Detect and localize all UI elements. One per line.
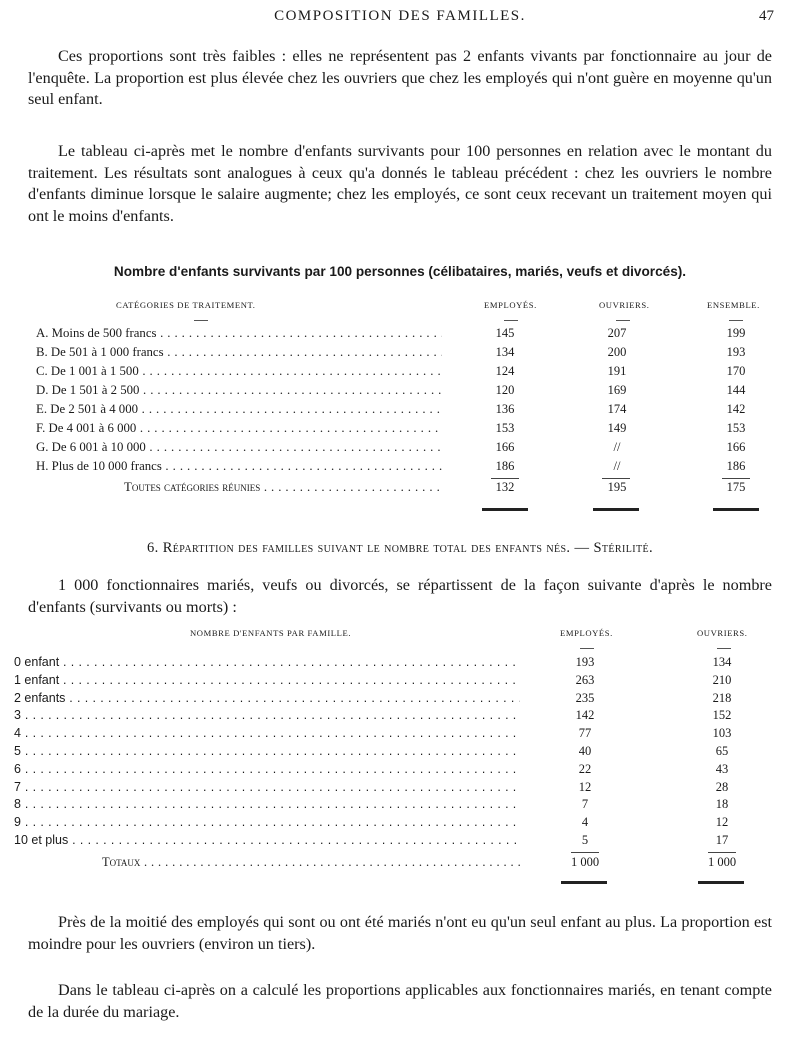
running-header [0,6,800,30]
table1-cell-ensemble: 142 [726,402,746,416]
table1-row [36,459,776,477]
table2-total-row [14,855,776,873]
running-title: COMPOSITION DES FAMILLES. [274,8,526,24]
table1-row-label: A. Moins de 500 francs . . . [36,326,442,341]
table2-row-label: 6 . . . [14,762,520,776]
table1-row [36,402,776,420]
section-6-heading [0,540,800,557]
table1-cell-ouvriers: 200 [607,345,627,359]
section-number: 6. [146,540,159,556]
table2-cell-ouvriers: 65 [715,744,729,758]
table2-cell-ouvriers: 17 [715,833,729,847]
table1-cell-employes: 153 [495,421,515,435]
table2-cell-ouvriers: 210 [712,672,732,687]
table2-cell-ouvriers: 43 [715,761,729,776]
table2-row [14,797,776,815]
section-subtitle: Stérilité. [593,540,653,556]
table2-row [14,815,776,833]
table2-row-label: 10 et plus . . . [14,833,520,847]
table1-cell-ouvriers: 191 [607,364,627,378]
table2-cell-employes: 5 [581,833,589,847]
table1-cell-employes: 145 [495,326,515,340]
table1-row-label: F. De 4 001 à 6 000 . . . [36,421,442,436]
table2-header-ouvriers: OUVRIERS. [697,628,748,638]
table2-cell-ouvriers: 218 [712,690,732,705]
table1-cell-ensemble: 170 [726,364,746,378]
table2-row-label: 2 enfants . . . [14,691,520,705]
table1-cell-employes: 134 [495,345,515,359]
section-title: Répartition des familles suivant le nombre total des enfants nés. [162,540,571,556]
table1-cell-employes: 186 [495,459,515,473]
table2-cell-ouvriers: 103 [712,726,732,741]
table2-total-ouvriers: 1 000 [707,855,737,869]
table1-row [36,421,776,439]
table1-cell-ouvriers: 149 [607,421,627,435]
table1-cell-ensemble: 199 [726,326,746,340]
table2-row [14,655,776,673]
table1-row-label: G. De 6 001 à 10 000 . . . [36,440,442,455]
table2-cell-employes: 4 [581,815,589,830]
table2-header-category: NOMBRE D'ENFANTS PAR FAMILLE. [190,628,352,638]
paragraph-1: Ces proportions sont très faibles : elles ne représentent pas 2 enfants vivants par fonctionnaire au jour de l'enquête. La proportion est plus élevée chez les ouvriers que chez les employés qui n'ont guère en moyenne qu'un seul enfant. [28,47,772,108]
table2-cell-ouvriers: 134 [712,655,732,669]
table2-total-label: Totaux . . . [102,855,520,870]
table1-cell-ouvriers: 169 [607,383,627,397]
table2-total-employes: 1 000 [570,855,600,869]
table1-row [36,440,776,458]
table1-cell-ensemble: 144 [726,383,746,397]
children-count-table [14,628,776,868]
table1-caption: Nombre d'enfants survivants par 100 personnes (célibataires, mariés, veufs et divorcés). [113,264,687,279]
table2-row [14,708,776,726]
table1-row-label: E. De 2 501 à 4 000 . . . [36,402,442,417]
table1-row-label: B. De 501 à 1 000 francs . . . [36,345,442,360]
table2-row-label: 1 enfant . . . [14,673,520,687]
table1-row [36,345,776,363]
table1-total-label: Toutes catégories réunies . . . [124,480,442,495]
table2-row-label: 8 . . . [14,797,520,811]
table2-cell-employes: 7 [581,797,589,812]
table2-cell-employes: 193 [575,655,595,669]
table2-row-label: 0 enfant . . . [14,655,520,669]
salary-children-table [36,300,776,520]
table1-total-ouvriers: 195 [607,480,627,494]
table2-row-label: 7 . . . [14,780,520,794]
table2-cell-employes: 142 [575,708,595,723]
table1-cell-employes: 120 [495,383,515,397]
table2-row [14,691,776,709]
table1-row-label: C. De 1 001 à 1 500 . . . [36,364,442,379]
table2-cell-employes: 40 [578,744,592,758]
paragraph-5: Dans le tableau ci-après on a calculé les proportions applicables aux fonctionnaires mariés, en tenant compte de la durée du mariage. [28,981,772,1021]
page-number: 47 [759,8,774,24]
table2-row [14,762,776,780]
table1-header-ouvriers: OUVRIERS. [599,300,650,310]
table1-cell-ensemble: 193 [726,345,746,359]
section-separator: — [574,540,590,556]
table2-row-label: 9 . . . [14,815,520,829]
table2-cell-ouvriers: 28 [715,779,729,794]
table1-cell-employes: 136 [495,402,515,416]
table1-header-category: CATÉGORIES DE TRAITEMENT. [116,300,256,310]
table1-header-ensemble: ENSEMBLE. [707,300,760,310]
table1-cell-ensemble: 166 [726,440,746,454]
table1-total-employes: 132 [495,480,515,494]
paragraph-2: Le tableau ci-après met le nombre d'enfants survivants pour 100 personnes en relation avec le montant du traitement. Les résultats sont analogues à ceux qu'a donnés le tableau précédent : chez les ouvriers le nombre d'enfants diminue lorsque le salaire augmente; chez les employés, ce sont ceux recevant un traitement moyen qui ont le moins d'enfants. [28,142,772,225]
table2-row [14,833,776,851]
table1-total-row [36,480,776,498]
table2-cell-employes: 12 [578,779,592,794]
table2-header-employes: EMPLOYÉS. [560,628,613,638]
table1-cell-ouvriers: // [613,459,621,473]
table1-cell-ensemble: 186 [726,459,746,473]
table2-row [14,780,776,798]
table2-row [14,726,776,744]
table1-cell-employes: 124 [495,364,515,378]
table1-cell-ouvriers: // [613,440,621,454]
table1-cell-ensemble: 153 [726,421,746,435]
table1-cell-ouvriers: 207 [607,326,627,340]
table2-cell-employes: 77 [578,726,592,741]
table2-cell-ouvriers: 152 [712,708,732,723]
table1-row [36,326,776,344]
table1-row [36,383,776,401]
table1-cell-employes: 166 [495,440,515,454]
paragraph-4: Près de la moitié des employés qui sont ou ont été mariés n'ont eu qu'un seul enfant au plus. La proportion est moindre pour les ouvriers (environ un tiers). [28,913,772,953]
table1-row-label: H. Plus de 10 000 francs . . . [36,459,442,474]
paragraph-3: 1 000 fonctionnaires mariés, veufs ou divorcés, se répartissent de la façon suivante d'après le nombre d'enfants (survivants ou morts) : [28,576,772,616]
table2-cell-employes: 235 [575,690,595,705]
table2-row [14,673,776,691]
table1-row-label: D. De 1 501 à 2 500 . . . [36,383,442,398]
table2-cell-ouvriers: 18 [715,797,729,812]
table1-header-employes: EMPLOYÉS. [484,300,537,310]
table1-total-ensemble: 175 [726,480,746,494]
table2-cell-ouvriers: 12 [715,815,729,830]
table1-cell-ouvriers: 174 [607,402,627,416]
table2-row [14,744,776,762]
table2-cell-employes: 263 [575,672,595,687]
table2-row-label: 4 . . . [14,726,520,740]
table2-row-label: 3 . . . [14,708,520,722]
table2-row-label: 5 . . . [14,744,520,758]
table1-row [36,364,776,382]
table2-cell-employes: 22 [578,761,592,776]
